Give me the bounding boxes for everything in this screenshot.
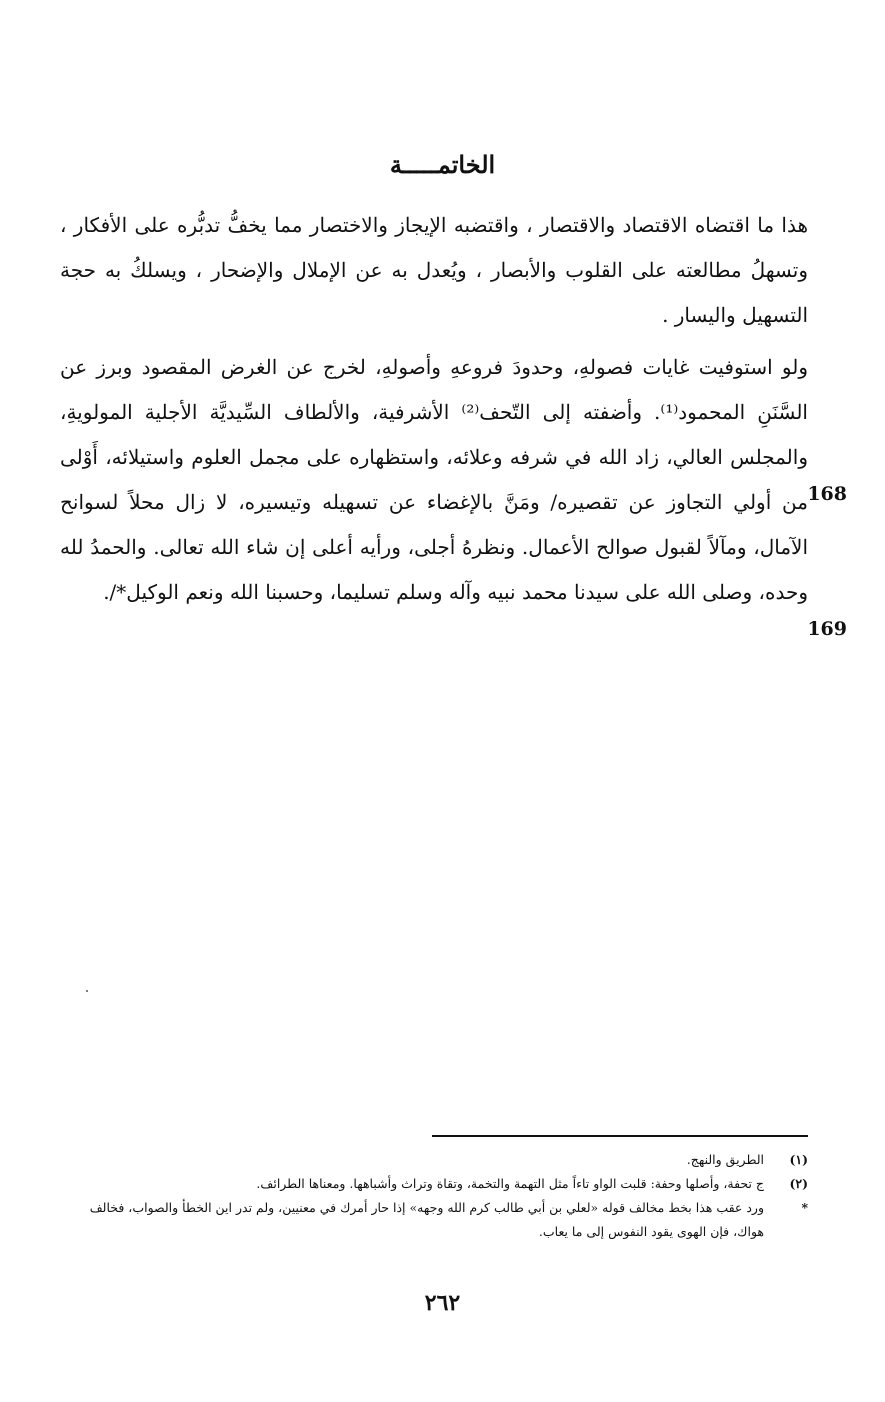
footnote-text: ج تحفة، وأصلها وحفة: قلبت الواو تاءاً مثل التهمة والتخمة، وتقاة وتراث وأشباهها. ومعناها الطرائف.: [256, 1176, 764, 1191]
footnote: [60, 1172, 808, 1196]
body-paragraph: ولو استوفيت غايات فصولهِ، وحدودَ فروعهِ وأصولهِ، لخرج عن الغرض المقصود وبرز عن السَّنَنِ المحمود⁽¹⁾. وأضفته إلى التّحف⁽²⁾ الأشرفية، والألطاف السِّيديَّة الأجلية المولويةِ، والمجلس العالي، زاد الله في شرفه وعلائه، واستظهاره على مجمل العلوم واستيلائه، أَوْلى من أولي التجاوز عن تقصيره/ ومَنَّ بالإغضاء عن تسهيله وتيسيره، لا زال محلاً لسوانح الآمال، ومآلاً لقبول صوالح الأعمال. ونظرهُ أجلى، ورأيه أعلى إن شاء الله تعالى. والحمدُ لله وحده، وصلى الله على سيدنا محمد نبيه وآله وسلم تسليما، وحسبنا الله ونعم الوكيل*/.: [60, 355, 808, 604]
footnote-marker: *: [801, 1200, 808, 1215]
manuscript-folio-marker: 168: [807, 483, 847, 505]
footnote: [60, 1196, 808, 1244]
footnote-separator: [432, 1135, 808, 1137]
footnotes: [60, 1148, 808, 1244]
page-number: ٢٦٢: [424, 1290, 461, 1316]
footnote-text: الطريق والنهج.: [686, 1152, 764, 1167]
footnote-text: ورد عقب هذا بخط مخالف قوله «لعلي بن أبي طالب كرم الله وجهه» إذا حار أمرك في معنيين، ولم تدر اين الخطأ والصواب، فخالف هواك، فإن الهوى يقود النفوس إلى ما يعاب.: [89, 1200, 764, 1239]
page-title: الخاتمـــــة: [389, 150, 496, 179]
scan-speck: [86, 990, 88, 992]
footnote-marker: (٢): [789, 1176, 808, 1191]
footnote-marker: (١): [789, 1152, 808, 1167]
manuscript-folio-marker: 169: [807, 618, 847, 640]
body-paragraph: هذا ما اقتضاه الاقتصاد والاقتصار ، واقتضبه الإيجاز والاختصار مما يخفُّ تدبُّره على الأفكار ، وتسهلُ مطالعته على القلوب والأبصار ، ويُعدل به عن الإملال والإضحار ، ويسلكُ به حجة التسهيل واليسار .: [60, 213, 809, 327]
footnote: [60, 1148, 808, 1172]
